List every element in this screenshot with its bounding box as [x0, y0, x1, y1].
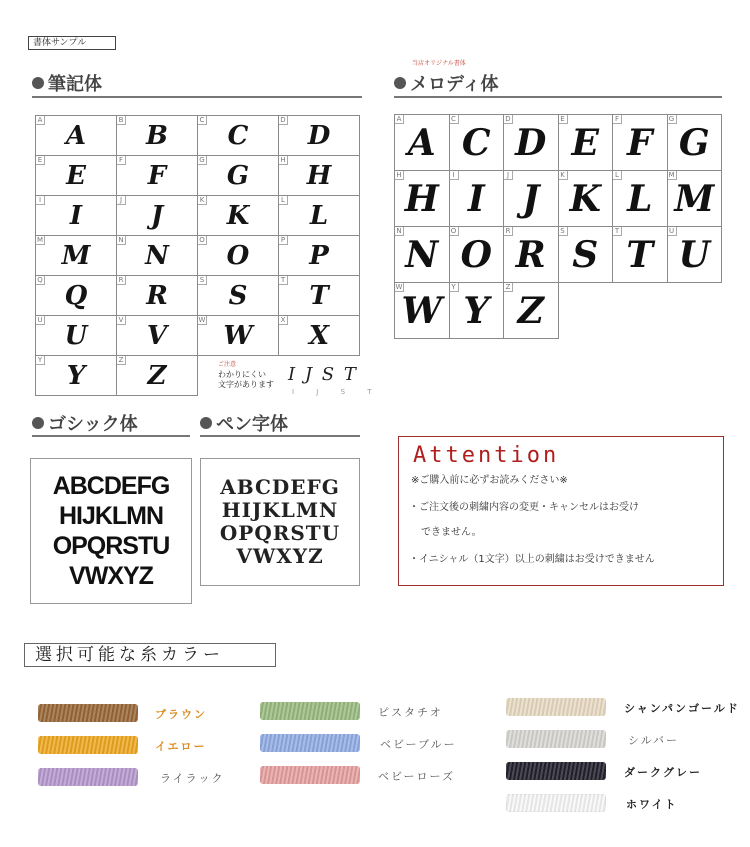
gothic-underline: [32, 435, 190, 437]
melody-cell: [504, 115, 559, 171]
hikki-cell: [279, 156, 360, 196]
cell-label: S: [198, 276, 207, 285]
cell-glyph: W: [223, 320, 253, 351]
cell-glyph: C: [461, 121, 491, 164]
melody-cell: [395, 283, 450, 339]
hikki-cell: [36, 236, 117, 276]
attention-item-2: ・イニシャル（1文字）以上の刺繍はお受けできません: [409, 554, 655, 565]
thread-color-name: ホワイト: [626, 798, 678, 811]
pen-heading: [200, 410, 288, 436]
cell-glyph: N: [145, 240, 169, 271]
thread-swatch: [506, 794, 606, 812]
thread-color-name: ピスタチオ: [378, 706, 443, 719]
melody-cell: [504, 227, 559, 283]
thread-swatch: [260, 702, 360, 720]
cell-glyph: S: [572, 233, 599, 276]
note-caution-label: ご注意: [218, 361, 237, 368]
cell-glyph: G: [678, 121, 710, 164]
bullet-icon: [200, 417, 212, 429]
hikki-cell: [36, 356, 117, 396]
cell-label: Y: [36, 356, 45, 365]
melody-cell: [395, 115, 450, 171]
hikki-cell: [117, 156, 198, 196]
cell-label: Z: [504, 283, 513, 292]
thread-swatch: [260, 766, 360, 784]
cell-glyph: Z: [147, 360, 167, 391]
cell-label: U: [36, 316, 45, 325]
melody-cell: [667, 227, 722, 283]
melody-cell: [449, 283, 504, 339]
hikki-cell: [36, 276, 117, 316]
melody-cell: [395, 171, 450, 227]
thread-color-name: ダークグレー: [624, 766, 702, 779]
cell-label: K: [198, 196, 207, 205]
cell-label: P: [279, 236, 288, 245]
melody-cell: [613, 171, 668, 227]
cell-glyph: W: [401, 289, 442, 332]
gothic-sample-box: [30, 458, 192, 604]
thread-swatch: [38, 704, 138, 722]
cell-glyph: H: [306, 160, 332, 191]
cell-label: D: [279, 116, 288, 125]
note-glyphs-print: I J S T: [292, 388, 382, 396]
gothic-line-3: OPQRSTU: [52, 532, 170, 560]
cell-glyph: E: [571, 121, 599, 164]
hikki-cell: [279, 276, 360, 316]
melody-cell: [395, 227, 450, 283]
gothic-line-4: VWXYZ: [69, 562, 153, 590]
cell-label: V: [117, 316, 126, 325]
cell-label: W: [395, 283, 403, 291]
pen-underline: [200, 435, 360, 437]
hikki-cell: [198, 196, 279, 236]
cell-label: F: [117, 156, 126, 165]
cell-glyph: L: [309, 200, 329, 231]
pen-heading-text: ペン字体: [216, 414, 288, 435]
hikki-heading: [32, 70, 102, 96]
cell-label: L: [613, 171, 622, 180]
melody-cell: [667, 171, 722, 227]
cell-glyph: M: [674, 177, 715, 220]
thread-color-name: ベビーブルー: [380, 738, 457, 751]
cell-label: M: [36, 236, 44, 244]
cell-glyph: I: [467, 177, 485, 220]
attention-title: Attention: [413, 443, 560, 468]
cell-glyph: Y: [66, 360, 86, 391]
hikki-cell: [36, 116, 117, 156]
hikki-cell: [279, 236, 360, 276]
hikki-note: [218, 360, 274, 390]
note-line-1: わかりにくい: [218, 370, 266, 379]
hikki-cell: [279, 196, 360, 236]
font-sample-tag: 書体サンプル: [28, 36, 116, 50]
bullet-icon: [394, 77, 406, 89]
hikki-cell: [36, 196, 117, 236]
cell-label: G: [668, 115, 677, 124]
cell-glyph: U: [678, 233, 710, 276]
cell-label: J: [117, 196, 126, 205]
pen-sample-box: [200, 458, 360, 586]
hikki-cell: [198, 116, 279, 156]
cell-glyph: S: [228, 280, 248, 311]
melody-heading-text: メロディ体: [410, 74, 499, 95]
thread-color-name: シャンパンゴールド: [624, 702, 740, 715]
original-font-badge: 当店オリジナル書体: [412, 60, 466, 67]
thread-color-name: シルバー: [628, 734, 679, 747]
cell-label: M: [668, 171, 675, 179]
note-line-2: 文字があります: [218, 380, 274, 389]
cell-glyph: F: [147, 160, 167, 191]
gothic-line-2: HIJKLMN: [58, 502, 164, 530]
melody-cell: [504, 283, 559, 339]
cell-label: W: [198, 316, 206, 324]
cell-glyph: I: [69, 200, 83, 231]
cell-label: E: [36, 156, 45, 165]
cell-label: G: [198, 156, 207, 165]
melody-cell: [558, 171, 613, 227]
attention-item-1a: ・ご注文後の刺繍内容の変更・キャンセルはお受け: [409, 502, 639, 513]
cell-glyph: A: [407, 121, 436, 164]
hikki-cell: [36, 316, 117, 356]
melody-cell: [504, 171, 559, 227]
cell-glyph: G: [226, 160, 250, 191]
melody-grid: [394, 114, 722, 339]
hikki-cell: [279, 316, 360, 356]
hikki-cell: [117, 196, 198, 236]
cell-glyph: O: [460, 233, 492, 276]
cell-label: A: [395, 115, 404, 124]
hikki-heading-text: 筆記体: [48, 74, 102, 95]
hikki-underline: [32, 96, 362, 98]
cell-label: T: [279, 276, 288, 285]
hikki-cell: [117, 356, 198, 396]
cell-glyph: H: [404, 177, 439, 220]
thread-color-name: ブラウン: [155, 708, 207, 721]
gothic-heading-text: ゴシック体: [48, 414, 138, 435]
pen-line-3: OPQRSTU: [219, 521, 341, 545]
cell-glyph: N: [405, 233, 439, 276]
thread-swatch: [506, 762, 606, 780]
cell-glyph: K: [226, 200, 250, 231]
melody-cell: [613, 115, 668, 171]
cell-glyph: T: [309, 280, 329, 311]
pen-line-4: VWXYZ: [236, 544, 324, 568]
cell-label: X: [279, 316, 288, 325]
hikki-cell: [198, 276, 279, 316]
cell-glyph: F: [626, 121, 653, 164]
thread-swatch: [38, 736, 138, 754]
cell-label: R: [117, 276, 126, 285]
cell-label: H: [279, 156, 288, 165]
hikki-cell: [279, 116, 360, 156]
cell-label: R: [504, 227, 513, 236]
thread-color-name: ベビーローズ: [378, 770, 456, 783]
cell-label: D: [504, 115, 513, 124]
attention-subtitle: ※ご購入前に必ずお読みください※: [411, 475, 568, 486]
melody-cell: [558, 227, 613, 283]
melody-cell: [558, 115, 613, 171]
cell-glyph: J: [150, 200, 164, 231]
gothic-line-1: ABCDEFG: [52, 472, 170, 500]
attention-box: [398, 436, 724, 586]
melody-cell: [449, 227, 504, 283]
cell-label: U: [668, 227, 677, 236]
cell-label: C: [198, 116, 207, 125]
cell-glyph: A: [65, 120, 87, 151]
thread-color-name: イエロー: [155, 740, 207, 753]
attention-item-1b: できません。: [421, 527, 482, 538]
hikki-cell: [117, 276, 198, 316]
bullet-icon: [32, 77, 44, 89]
cell-label: O: [450, 227, 459, 236]
cell-label: L: [279, 196, 288, 205]
cell-glyph: J: [522, 177, 540, 220]
thread-colors-title: 選択可能な糸カラー: [24, 643, 276, 667]
hikki-cell: [117, 316, 198, 356]
cell-label: B: [117, 116, 126, 125]
gothic-heading: [32, 410, 138, 436]
melody-heading: [394, 70, 499, 96]
cell-label: T: [613, 227, 622, 236]
note-glyphs: I J S T: [288, 364, 358, 385]
cell-label: Q: [36, 276, 45, 285]
cell-glyph: U: [64, 320, 88, 351]
cell-glyph: K: [569, 177, 601, 220]
cell-label: J: [504, 171, 513, 180]
melody-underline: [394, 96, 722, 98]
cell-label: F: [613, 115, 622, 124]
melody-cell: [449, 115, 504, 171]
hikki-cell: [117, 116, 198, 156]
cell-label: N: [117, 236, 126, 245]
cell-label: Y: [450, 283, 459, 292]
cell-glyph: Z: [517, 289, 544, 332]
hikki-cell: [117, 236, 198, 276]
cell-label: I: [450, 171, 459, 180]
cell-glyph: M: [61, 240, 91, 271]
hikki-cell: [198, 156, 279, 196]
melody-cell: [613, 227, 668, 283]
hikki-grid: [35, 115, 360, 396]
cell-glyph: X: [308, 320, 330, 351]
melody-cell: [667, 115, 722, 171]
cell-glyph: O: [226, 240, 250, 271]
cell-label: K: [559, 171, 568, 180]
thread-swatch: [260, 734, 360, 752]
bullet-icon: [32, 417, 44, 429]
cell-glyph: C: [227, 120, 249, 151]
cell-label: S: [559, 227, 568, 236]
cell-glyph: R: [146, 280, 168, 311]
cell-glyph: D: [307, 120, 331, 151]
cell-glyph: V: [146, 320, 168, 351]
thread-color-name: ライラック: [160, 772, 225, 785]
cell-glyph: B: [146, 120, 168, 151]
cell-label: O: [198, 236, 207, 245]
cell-label: I: [36, 196, 45, 205]
cell-glyph: Q: [64, 280, 88, 311]
thread-swatch: [506, 698, 606, 716]
cell-glyph: E: [66, 160, 86, 191]
cell-glyph: P: [309, 240, 329, 271]
cell-label: A: [36, 116, 45, 125]
cell-label: C: [450, 115, 459, 124]
pen-line-2: HIJKLMN: [221, 498, 339, 522]
cell-label: N: [395, 227, 404, 236]
melody-cell: [449, 171, 504, 227]
cell-glyph: Y: [463, 289, 490, 332]
thread-swatch: [38, 768, 138, 786]
thread-swatch: [506, 730, 606, 748]
cell-glyph: R: [515, 233, 546, 276]
cell-label: Z: [117, 356, 126, 365]
hikki-cell: [198, 316, 279, 356]
hikki-cell: [36, 156, 117, 196]
cell-glyph: D: [515, 121, 547, 164]
hikki-cell: [198, 236, 279, 276]
pen-line-1: ABCDEFG: [220, 475, 340, 499]
cell-glyph: T: [626, 233, 654, 276]
cell-label: E: [559, 115, 568, 124]
cell-label: H: [395, 171, 404, 180]
cell-glyph: L: [627, 177, 653, 220]
